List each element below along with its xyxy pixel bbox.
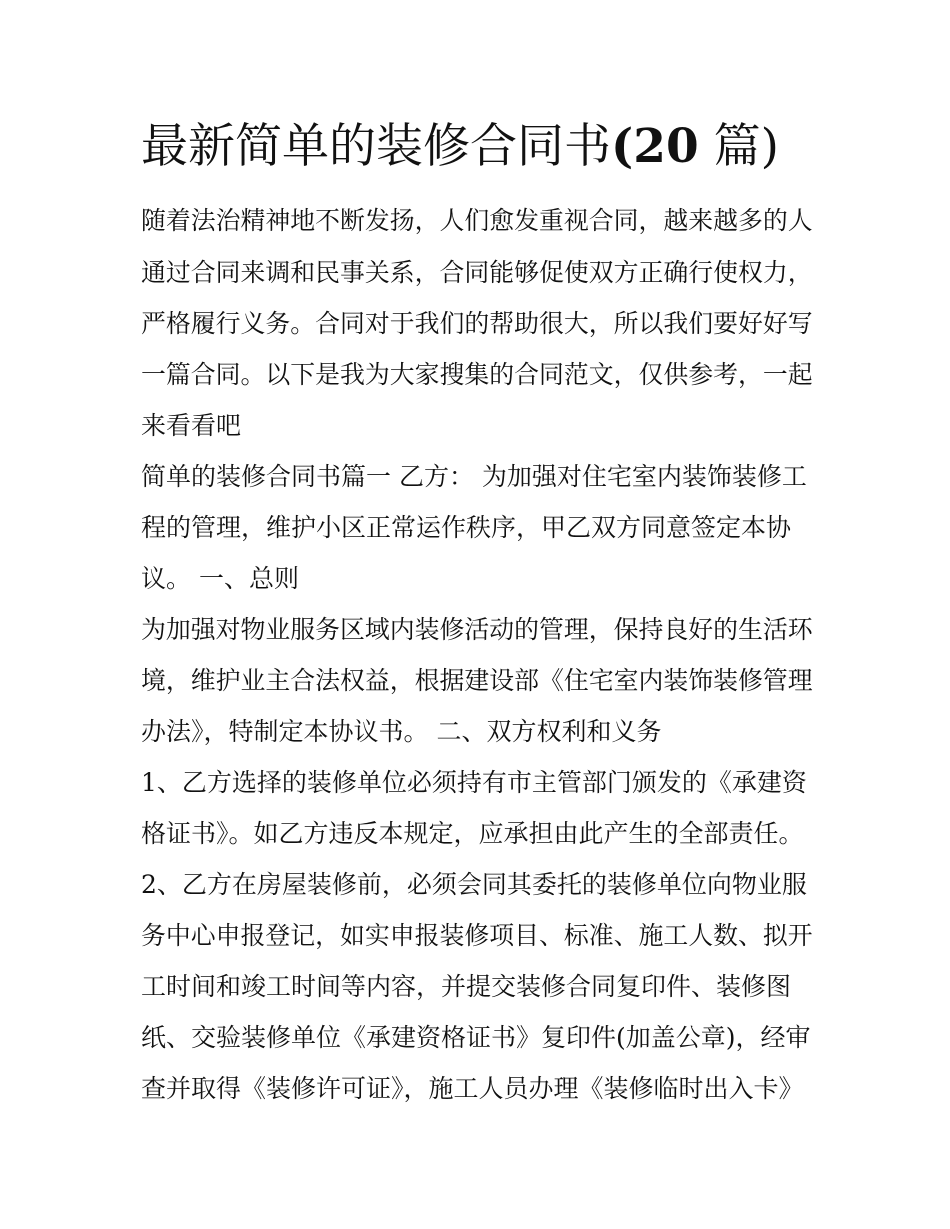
body-line: 1、乙方选择的装修单位必须持有市主管部门颁发的《承建资 xyxy=(141,768,807,797)
body-line: 随着法治精神地不断发扬，人们愈发重视合同，越来越多的人 xyxy=(141,206,813,235)
body-line: 境，维护业主合法权益，根据建设部《住宅室内装饰装修管理 xyxy=(141,666,813,695)
title-suffix: 篇) xyxy=(713,119,779,174)
body-line: 务中心申报登记，如实申报装修项目、标准、施工人数、拟开 xyxy=(141,921,813,950)
body-line: 纸、交验装修单位《承建资格证书》复印件(加盖公章)，经审 xyxy=(141,1023,811,1052)
body-line: 查并取得《装修许可证》，施工人员办理《装修临时出入卡》 xyxy=(141,1074,804,1103)
body-line: 一篇合同。以下是我为大家搜集的合同范文，仅供参考，一起 xyxy=(141,360,813,389)
body-line: 严格履行义务。合同对于我们的帮助很大，所以我们要好好写 xyxy=(141,309,813,338)
body-line: 2、乙方在房屋装修前，必须会同其委托的装修单位向物业服 xyxy=(141,870,807,899)
body-line: 来看看吧 xyxy=(141,411,242,440)
body-line: 程的管理，维护小区正常运作秩序，甲乙双方同意签定本协 xyxy=(141,513,792,542)
body-line: 议。 一、总则 xyxy=(141,564,299,593)
document-title xyxy=(141,116,779,178)
body-line: 简单的装修合同书篇一 乙方： 为加强对住宅室内装饰装修工 xyxy=(141,462,807,491)
title-text: 最新简单的装修合同书 xyxy=(141,119,611,174)
body-line: 工时间和竣工时间等内容，并提交装修合同复印件、装修图 xyxy=(141,972,792,1001)
body-line: 格证书》。如乙方违反本规定，应承担由此产生的全部责任。 xyxy=(141,819,804,848)
body-line: 为加强对物业服务区域内装修活动的管理，保持良好的生活环 xyxy=(141,615,813,644)
body-line: 通过合同来调和民事关系，合同能够促使双方正确行使权力， xyxy=(141,258,813,287)
title-count: (20 xyxy=(611,119,699,174)
body-line: 办法》，特制定本协议书。 二、双方权利和义务 xyxy=(141,717,662,746)
